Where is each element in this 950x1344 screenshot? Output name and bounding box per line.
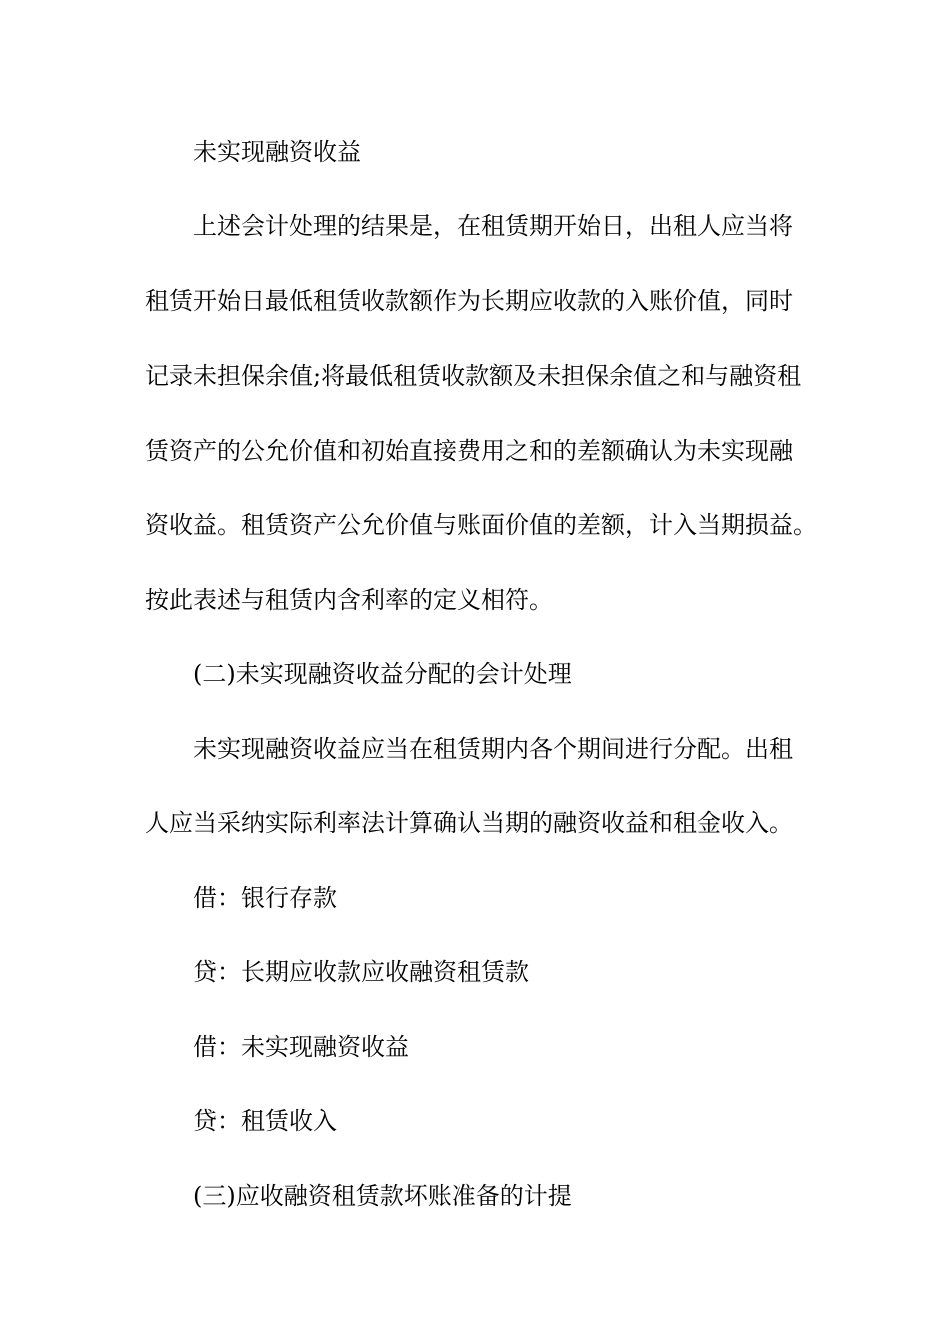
journal-entry-debit-2: 借：未实现融资收益 (193, 1033, 409, 1061)
journal-entry-credit-2: 贷：租赁收入 (193, 1107, 337, 1135)
section-heading-3: (三)应收融资租赁款坏账准备的计提 (193, 1182, 572, 1210)
journal-entry-credit-1: 贷：长期应收款应收融资租赁款 (193, 958, 529, 986)
paragraph-line-7: 按此表述与租赁内含利率的定义相符。 (145, 586, 553, 614)
paragraph-line-4: 记录未担保余值;将最低租赁收款额及未担保余值之和与融资租 (145, 362, 802, 390)
journal-entry-debit-1: 借：银行存款 (193, 884, 337, 912)
paragraph-line-10: 人应当采纳实际利率法计算确认当期的融资收益和租金收入。 (145, 809, 793, 837)
paragraph-line-3: 租赁开始日最低租赁收款额作为长期应收款的入账价值，同时 (145, 287, 793, 315)
paragraph-line-6: 资收益。租赁资产公允价值与账面价值的差额，计入当期损益。 (145, 511, 817, 539)
paragraph-line-9: 未实现融资收益应当在租赁期内各个期间进行分配。出租 (193, 735, 793, 763)
paragraph-line-1: 未实现融资收益 (193, 138, 361, 166)
section-heading-2: (二)未实现融资收益分配的会计处理 (193, 660, 572, 688)
paragraph-line-2: 上述会计处理的结果是，在租赁期开始日，出租人应当将 (193, 212, 793, 240)
paragraph-line-5: 赁资产的公允价值和初始直接费用之和的差额确认为未实现融 (145, 437, 793, 465)
